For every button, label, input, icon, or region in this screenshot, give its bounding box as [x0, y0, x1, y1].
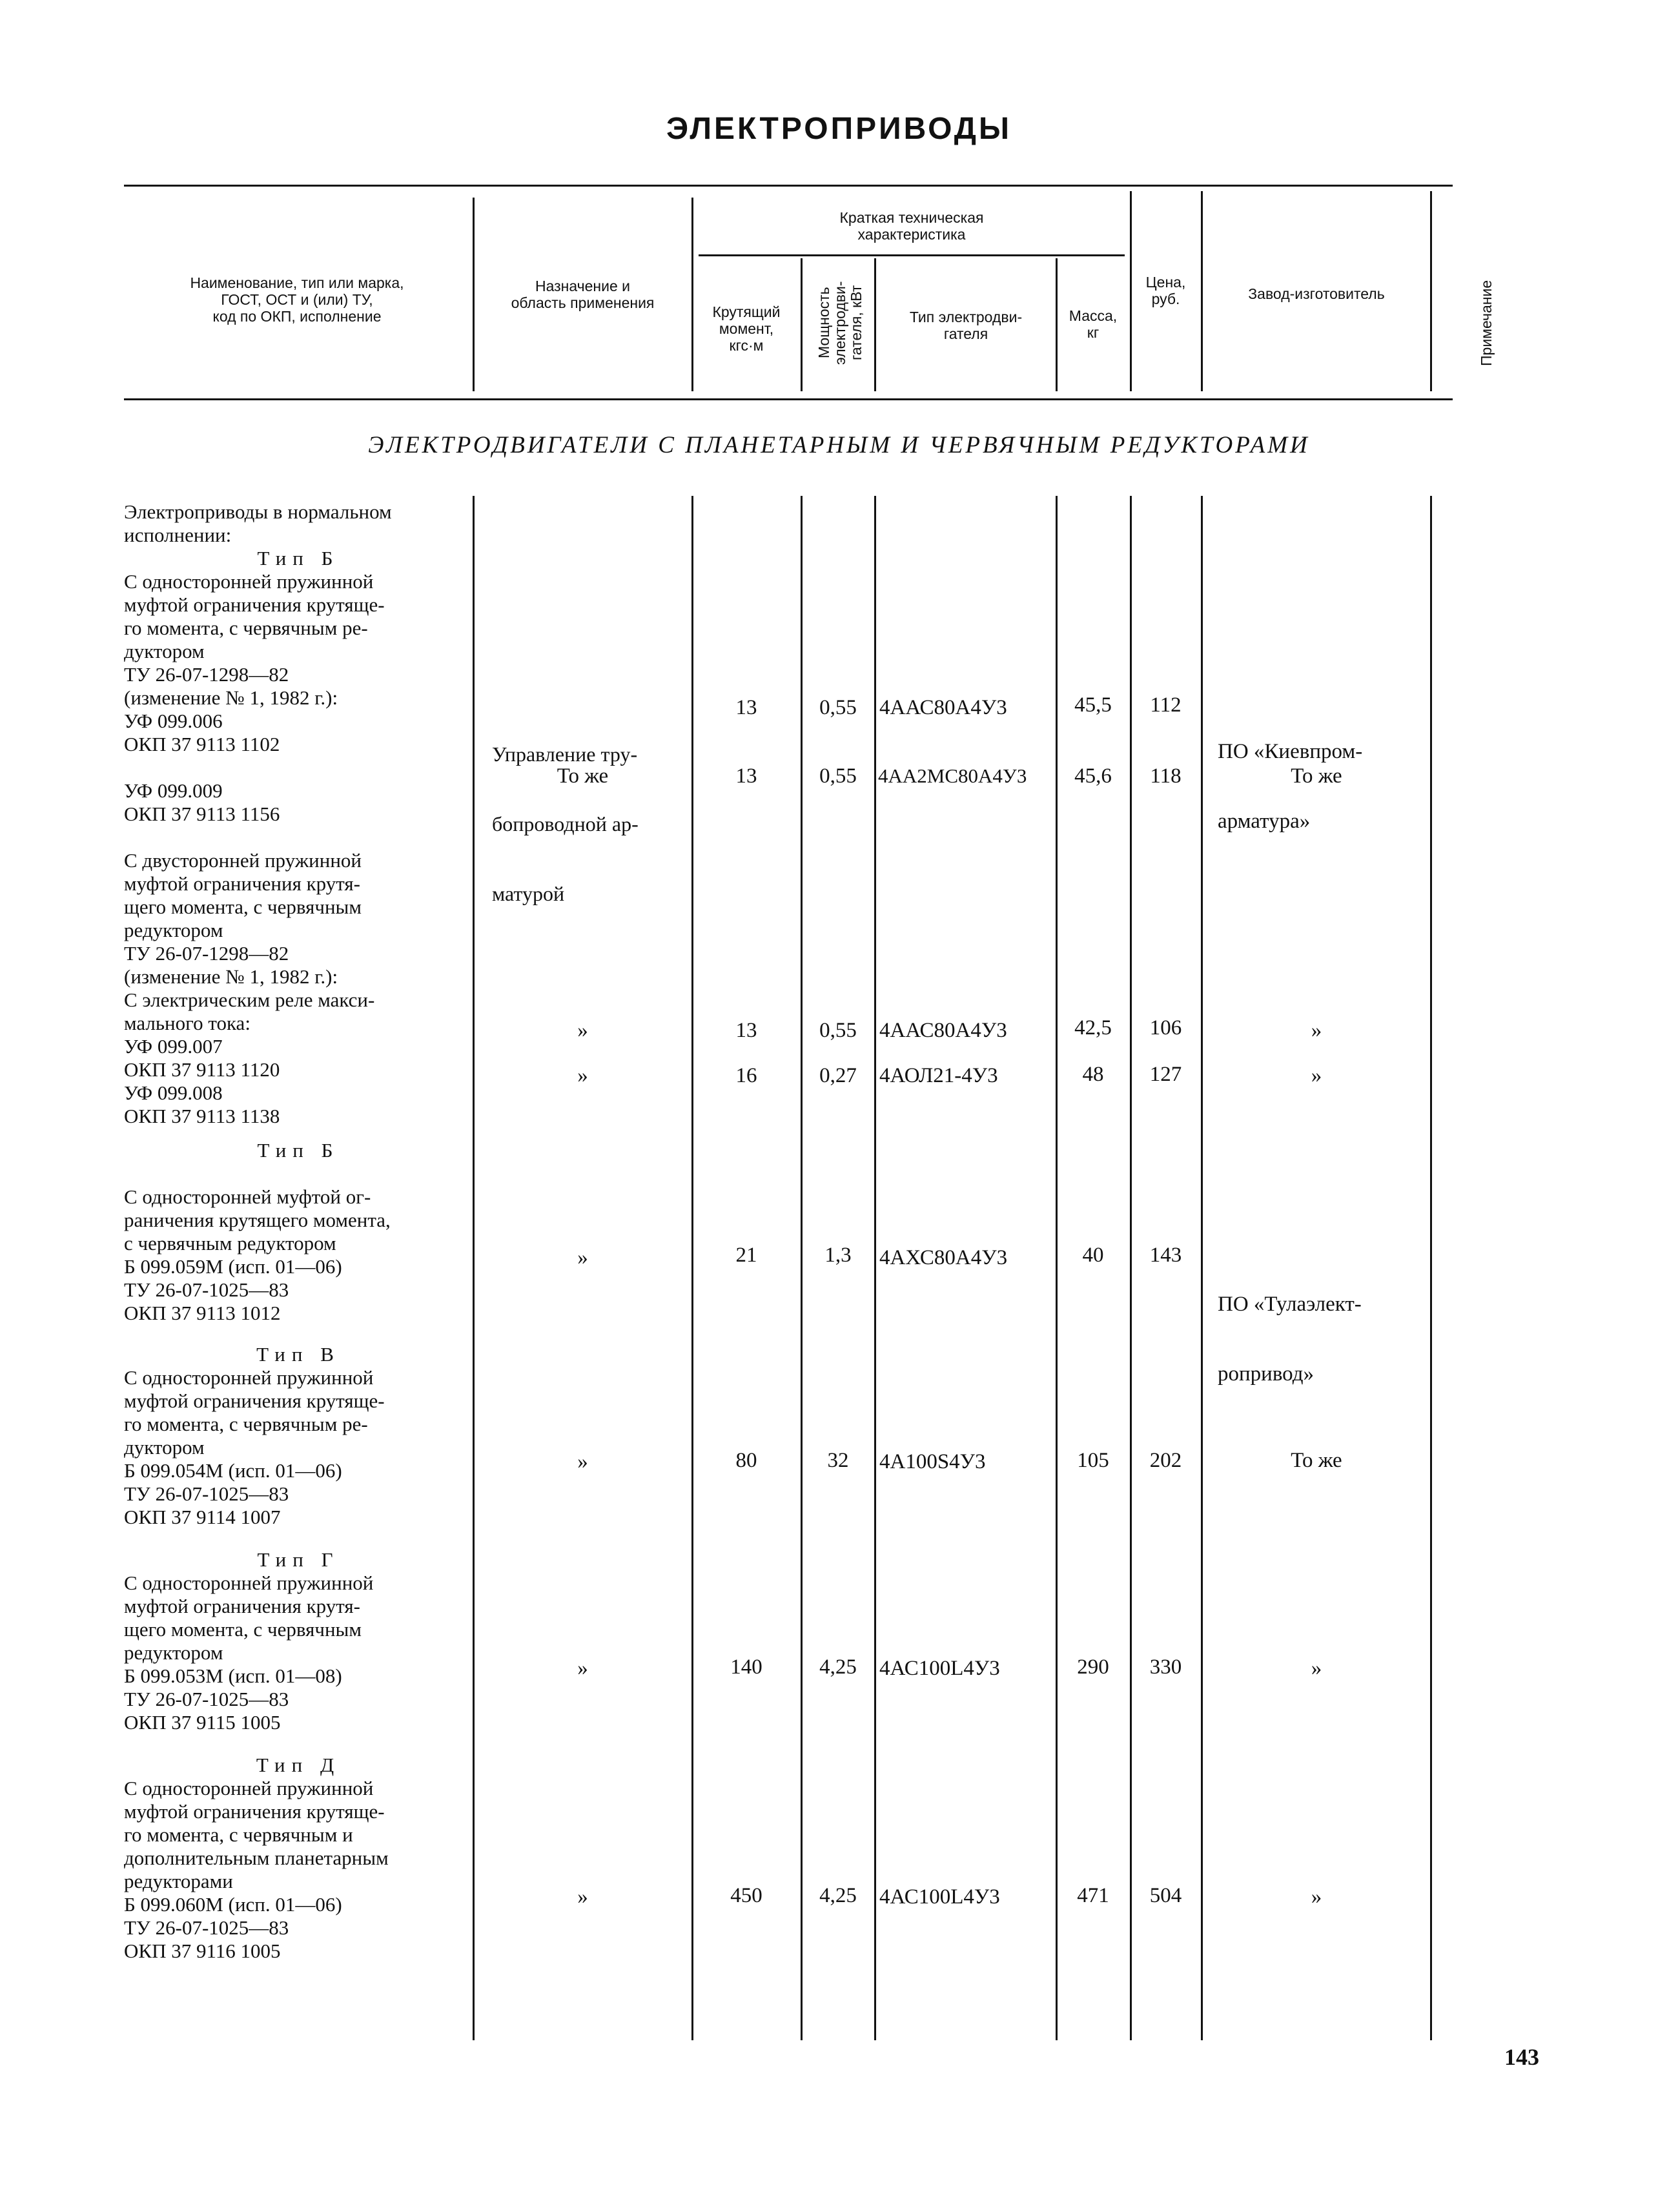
torque-cell: 13: [735, 764, 757, 788]
type-heading: Тип Д: [256, 1754, 341, 1776]
price-cell: 106: [1149, 1016, 1182, 1039]
left-text-line: ОКП 37 9113 1102: [124, 733, 280, 755]
ditto-mark: »: [577, 1064, 588, 1087]
left-text-line: ОКП 37 9113 1138: [124, 1105, 280, 1127]
left-text-line: дополнительным планетарным: [124, 1847, 389, 1869]
left-text-line: Электроприводы в нормальном: [124, 500, 392, 523]
ditto-mark: »: [577, 1019, 588, 1042]
motor-cell: 4АОЛ21-4У3: [879, 1064, 998, 1087]
left-text-line: ОКП 37 9113 1156: [124, 803, 280, 825]
power-cell: 0,55: [819, 696, 857, 719]
left-text-line: УФ 099.006: [124, 710, 223, 732]
motor-cell: 4ААС80А4У3: [879, 1019, 1007, 1042]
left-text-line: го момента, с червячным ре-: [124, 617, 368, 639]
col-divider: [874, 258, 876, 391]
ditto-mark: »: [1311, 1064, 1322, 1087]
mass-cell: 290: [1077, 1655, 1109, 1679]
motor-cell: 4АА2МС80А4У3: [878, 764, 1027, 787]
mass-cell: 48: [1082, 1063, 1104, 1086]
page-title: ЭЛЕКТРОПРИВОДЫ: [666, 112, 1012, 146]
col-divider: [801, 258, 803, 391]
left-text-line: С односторонней пружинной: [124, 1572, 374, 1594]
col-divider: [1201, 191, 1203, 391]
price-cell: 143: [1149, 1244, 1182, 1267]
purpose-cell: То же: [557, 764, 609, 788]
price-cell: 118: [1150, 764, 1182, 788]
price-cell: 127: [1149, 1063, 1182, 1086]
col-divider: [801, 496, 803, 2040]
col-divider: [1056, 496, 1058, 2040]
left-text-line: ОКП 37 9115 1005: [124, 1711, 281, 1734]
header-price: Цена, руб.: [1145, 274, 1186, 307]
ditto-mark: »: [1311, 1019, 1322, 1042]
motor-cell: 4АС100L4У3: [879, 1885, 1000, 1909]
left-text-line: исполнении:: [124, 524, 232, 546]
col-divider: [691, 198, 693, 391]
header-tech: Краткая техническая характеристика: [839, 209, 984, 243]
torque-cell: 13: [735, 696, 757, 719]
torque-cell: 80: [735, 1449, 757, 1472]
left-text-line: ТУ 26-07-1298—82: [124, 942, 289, 965]
mass-cell: 471: [1077, 1884, 1109, 1907]
power-cell: 0,55: [819, 764, 857, 788]
left-text-line: дуктором: [124, 1436, 205, 1459]
left-text-line: Б 099.059М (исп. 01—06): [124, 1255, 342, 1278]
left-text-line: раничения крутящего момента,: [124, 1209, 391, 1231]
ditto-mark: »: [1311, 1885, 1322, 1909]
left-text-line: С односторонней пружинной: [124, 1366, 374, 1389]
left-text-line: го момента, с червячным и: [124, 1823, 353, 1846]
left-text-line: ТУ 26-07-1025—83: [124, 1688, 289, 1710]
left-text-line: УФ 099.007: [124, 1035, 223, 1058]
left-text-line: ТУ 26-07-1025—83: [124, 1916, 289, 1939]
header-torque: Крутящий момент, кгс·м: [712, 303, 781, 354]
type-heading: Тип Г: [257, 1548, 340, 1571]
torque-cell: 140: [730, 1655, 762, 1679]
header-mass: Масса, кг: [1069, 307, 1118, 341]
left-text-line: щего момента, с червячным: [124, 1618, 362, 1641]
left-text-line: с червячным редуктором: [124, 1232, 336, 1254]
motor-cell: 4А100S4У3: [879, 1450, 986, 1473]
power-cell: 1,3: [824, 1244, 852, 1267]
price-cell: 202: [1149, 1449, 1182, 1472]
tech-subheader-rule: [699, 254, 1125, 256]
left-text-line: (изменение № 1, 1982 г.):: [124, 686, 338, 709]
left-text-line: УФ 099.009: [124, 779, 223, 802]
left-text-line: муфтой ограничения крутя-: [124, 872, 360, 895]
ditto-mark: »: [577, 1657, 588, 1680]
left-text-line: С односторонней пружинной: [124, 570, 374, 593]
left-text-line: Б 099.053М (исп. 01—08): [124, 1664, 342, 1687]
maker-cell: То же: [1291, 764, 1342, 788]
power-cell: 0,27: [819, 1064, 857, 1087]
left-text-line: дуктором: [124, 640, 205, 662]
header-maker: Завод-изготовитель: [1248, 285, 1385, 302]
motor-cell: 4АС100L4У3: [879, 1657, 1000, 1680]
left-text-line: Б 099.060М (исп. 01—06): [124, 1893, 342, 1916]
left-text-line: редуктором: [124, 1641, 223, 1664]
torque-cell: 16: [735, 1064, 757, 1087]
motor-cell: 4ААС80А4У3: [879, 696, 1007, 719]
left-text-line: ОКП 37 9113 1012: [124, 1302, 281, 1324]
price-cell: 330: [1149, 1655, 1182, 1679]
col-divider: [1201, 496, 1203, 2040]
maker-cell: То же: [1291, 1449, 1342, 1472]
power-cell: 4,25: [819, 1884, 857, 1907]
power-cell: 4,25: [819, 1655, 857, 1679]
type-heading: Тип Б: [257, 547, 340, 569]
ditto-mark: »: [1311, 1657, 1322, 1680]
power-cell: 32: [827, 1449, 849, 1472]
left-text-line: С односторонней муфтой ог-: [124, 1185, 371, 1208]
left-text-line: муфтой ограничения крутя-: [124, 1595, 360, 1617]
left-text-line: Б 099.054М (исп. 01—06): [124, 1459, 342, 1482]
price-cell: 504: [1149, 1884, 1182, 1907]
ditto-mark: »: [577, 1450, 588, 1473]
power-cell: 0,55: [819, 1019, 857, 1042]
col-divider: [1130, 496, 1132, 2040]
left-text-line: ОКП 37 9113 1120: [124, 1058, 280, 1081]
left-text-line: муфтой ограничения крутяще-: [124, 1800, 385, 1823]
header-note: Примечание: [1478, 280, 1495, 366]
col-divider: [1430, 496, 1432, 2040]
col-divider: [1430, 191, 1432, 391]
left-text-line: УФ 099.008: [124, 1081, 223, 1104]
left-text-line: ОКП 37 9114 1007: [124, 1506, 281, 1528]
page-number: 143: [1504, 2044, 1539, 2070]
left-text-line: С электрическим реле макси-: [124, 988, 375, 1011]
torque-cell: 21: [735, 1244, 757, 1267]
mass-cell: 40: [1082, 1244, 1104, 1267]
maker-cell: ПО «Киевпром- арматура»: [1218, 740, 1363, 833]
left-text-line: ОКП 37 9116 1005: [124, 1940, 281, 1962]
left-text-line: редуктором: [124, 919, 223, 941]
left-text-line: мального тока:: [124, 1012, 251, 1034]
left-text-line: С односторонней пружинной: [124, 1777, 374, 1799]
motor-cell: 4АХС80А4У3: [879, 1246, 1008, 1269]
header-motor-type: Тип электродви- гателя: [909, 309, 1023, 342]
table-top-rule: [124, 185, 1453, 187]
left-text-line: (изменение № 1, 1982 г.):: [124, 965, 338, 988]
left-text-line: ТУ 26-07-1025—83: [124, 1278, 289, 1301]
col-divider: [473, 198, 475, 391]
purpose-cell: Управление тру- бопроводной ар- матурой: [492, 742, 639, 905]
mass-cell: 42,5: [1074, 1016, 1112, 1039]
header-name: Наименование, тип или марка, ГОСТ, ОСТ и (или) ТУ, код по ОКП, исполнение: [190, 274, 404, 325]
mass-cell: 45,5: [1074, 693, 1112, 717]
mass-cell: 105: [1077, 1449, 1109, 1472]
col-divider: [691, 496, 693, 2040]
torque-cell: 13: [735, 1019, 757, 1042]
type-heading: Тип В: [256, 1343, 340, 1366]
ditto-mark: »: [577, 1246, 588, 1269]
header-power: Мощность электродви- гателя, кВт: [815, 281, 865, 365]
mass-cell: 45,6: [1074, 764, 1112, 788]
left-text-line: ТУ 26-07-1298—82: [124, 663, 289, 686]
left-text-line: ТУ 26-07-1025—83: [124, 1482, 289, 1505]
section-title: ЭЛЕКТРОДВИГАТЕЛИ С ПЛАНЕТАРНЫМ И ЧЕРВЯЧНЫМ РЕДУКТОРАМИ: [368, 432, 1310, 458]
maker-cell: ПО «Тулаэлект- ропривод»: [1218, 1293, 1362, 1386]
left-text-line: муфтой ограничения крутяще-: [124, 1389, 385, 1412]
left-text-line: С двусторонней пружинной: [124, 849, 362, 872]
col-divider: [874, 496, 876, 2040]
header-purpose: Назначение и область применения: [511, 278, 655, 311]
price-cell: 112: [1150, 693, 1182, 717]
torque-cell: 450: [730, 1884, 762, 1907]
header-bottom-rule: [124, 398, 1453, 400]
ditto-mark: »: [577, 1885, 588, 1909]
left-text-line: муфтой ограничения крутяще-: [124, 593, 385, 616]
left-text-line: щего момента, с червячным: [124, 896, 362, 918]
left-text-line: редукторами: [124, 1870, 233, 1892]
left-text-line: го момента, с червячным ре-: [124, 1413, 368, 1435]
type-heading: Тип Б: [257, 1139, 340, 1162]
